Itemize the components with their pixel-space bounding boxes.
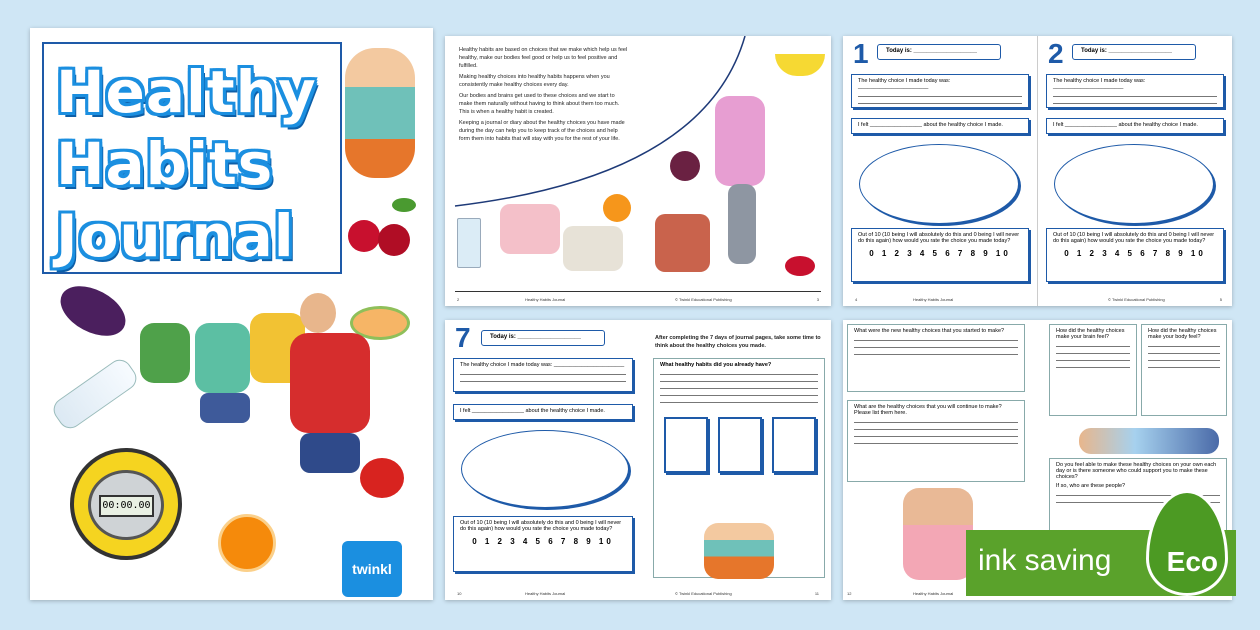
page-number: 11 [814, 591, 819, 596]
girl-in-bed-illustration [500, 204, 560, 254]
cover-page [30, 28, 433, 600]
rating-label: Out of 10 (10 being I will absolutely do this and 0 being I will never do this again) how would you rate the choice you made today? [858, 232, 1020, 244]
felt-box [1046, 118, 1224, 134]
day-2-page [1038, 36, 1232, 306]
stopwatch-display: 00:00.00 [99, 495, 154, 517]
brain-feel-box [1049, 324, 1137, 416]
intro-page [445, 36, 831, 306]
day-1-2-spread [843, 36, 1232, 306]
footer-copyright: © Twinkl Educational Publishing [675, 591, 732, 596]
body-feel-question: How did the healthy choices make your body feel? [1148, 328, 1217, 340]
footer-title: Healthy Habits Journal [913, 591, 954, 596]
girl-with-clothes-illustration [345, 48, 415, 178]
intro-paragraph: Keeping a journal or diary about the healthy choices you have made during the day can help you to keep track of the choices and help form them into habits that will stay with you for the rest of your life. [459, 120, 625, 142]
drawing-ellipse [859, 144, 1019, 224]
habits-question: What healthy habits did you already have? [660, 362, 772, 368]
rating-scale: 0 1 2 3 4 5 6 7 8 9 10 [1064, 249, 1206, 258]
continue-choices-question: What are the healthy choices that you will continue to make? Please list them here. [854, 404, 1002, 416]
ink-saving-badge [966, 530, 1236, 596]
today-label: Today is: ___________________ [481, 330, 605, 346]
decorative-arc [445, 36, 831, 306]
orange-illustration [603, 194, 631, 222]
rating-box [453, 516, 633, 572]
day-7-spread [445, 320, 831, 600]
intro-paragraph: Healthy habits are based on choices that we make which help us feel healthy, make our bodies feel good or help us to feel positive and fulfilled. [459, 47, 628, 69]
footer-rule [455, 291, 821, 292]
rating-scale: 0 1 2 3 4 5 6 7 8 9 10 [869, 249, 1011, 258]
rating-scale: 0 1 2 3 4 5 6 7 8 9 10 [472, 537, 614, 546]
healthy-choice-box [453, 358, 633, 392]
felt-label: I felt _________________ about the healthy choice I made. [460, 408, 605, 414]
body-feel-box [1141, 324, 1227, 416]
choice-label: The healthy choice I made today was: _______________________ [1053, 78, 1146, 90]
cherries-illustration [348, 198, 418, 258]
intro-paragraph: Our bodies and brains get used to these choices and we start to make them naturally without having to think about them too much. This is when a healthy habit is created. [459, 93, 620, 115]
boy-mirror-illustration [655, 214, 710, 272]
spread-fold [1037, 36, 1038, 306]
felt-label: I felt _________________ about the healthy choice I made. [1053, 122, 1198, 128]
felt-box [453, 404, 633, 420]
today-label: Today is: ___________________ [1072, 44, 1196, 60]
continue-choices-box [847, 400, 1025, 482]
photo-frames [660, 417, 818, 473]
habits-already-box [653, 358, 825, 578]
page-number: 3 [816, 297, 819, 302]
page-number: 2 [457, 297, 460, 302]
water-bottle-illustration [49, 355, 141, 433]
day-1-page [843, 36, 1037, 306]
reflection-intro: After completing the 7 days of journal pages, take some time to think about the healthy choices you made. [655, 335, 821, 349]
new-choices-question: What were the new healthy choices that you started to make? [854, 328, 1005, 334]
new-choices-box [847, 324, 1025, 392]
drawing-ellipse [461, 430, 629, 508]
felt-box [851, 118, 1029, 134]
stopwatch-illustration [70, 448, 182, 560]
footer-title: Healthy Habits Journal [913, 297, 954, 302]
choice-label: The healthy choice I made today was: _______________________ [858, 78, 951, 90]
page-number: 5 [1219, 297, 1222, 302]
aubergine-illustration [52, 276, 134, 346]
footer-title: Healthy Habits Journal [525, 297, 566, 302]
page-number: 4 [855, 297, 858, 302]
boy-starting-block-illustration [563, 226, 623, 271]
orange-slice-illustration [218, 514, 276, 572]
rating-box [851, 228, 1029, 282]
girl-jumping-illustration [715, 96, 765, 186]
title-line-2: Habits [56, 130, 274, 198]
title-line-3: Journal [56, 202, 295, 270]
rating-box [1046, 228, 1224, 282]
girl-drinking-illustration [903, 488, 973, 580]
twinkl-logo: twinkl [342, 541, 402, 597]
healthy-choice-box [851, 74, 1029, 108]
boy-exercising-illustration [1079, 428, 1219, 454]
footer-title: Healthy Habits Journal [525, 591, 566, 596]
passion-fruit-illustration [670, 151, 700, 181]
drawing-ellipse [1054, 144, 1214, 224]
footer-copyright: © Twinkl Educational Publishing [675, 297, 732, 302]
today-label: Today is: ___________________ [877, 44, 1001, 60]
title-line-1: Healthy [56, 58, 317, 126]
intro-paragraph: Making healthy choices into healthy habits happens when you consistently make healthy choices every day. [459, 74, 610, 88]
day-number: 1 [853, 38, 869, 69]
page-number: 10 [457, 591, 462, 596]
glass-illustration [457, 218, 481, 268]
rating-label: Out of 10 (10 being I will absolutely do this and 0 being I will never do this again) how would you rate the choice you made today? [1053, 232, 1215, 244]
healthy-choice-box [1046, 74, 1224, 108]
choice-label: The healthy choice I made today was: _______________________ [460, 362, 625, 368]
who-question: If so, who are these people? [1056, 483, 1126, 489]
girl-folding-clothes-illustration [704, 523, 774, 579]
brain-feel-question: How did the healthy choices make your brain feel? [1056, 328, 1125, 340]
title-box [42, 42, 342, 274]
tomato-illustration [360, 458, 404, 498]
support-question: Do you feel able to make these healthy choices on your own each day or is there someone who could support you to make these choices? [1056, 462, 1217, 480]
eco-label: Eco [1166, 546, 1218, 577]
ink-saving-label: ink saving [978, 544, 1112, 577]
page-number: 12 [847, 591, 852, 596]
day-number: 7 [455, 322, 471, 353]
girl-legs-illustration [728, 184, 756, 264]
day-number: 2 [1048, 38, 1064, 69]
cherries-small-illustration [785, 256, 815, 276]
footer-copyright: © Twinkl Educational Publishing [1108, 297, 1165, 302]
rating-label: Out of 10 (10 being I will absolutely do this and 0 being I will never do this again) how would you rate the choice you made today? [460, 520, 622, 532]
felt-label: I felt _________________ about the healthy choice I made. [858, 122, 1003, 128]
